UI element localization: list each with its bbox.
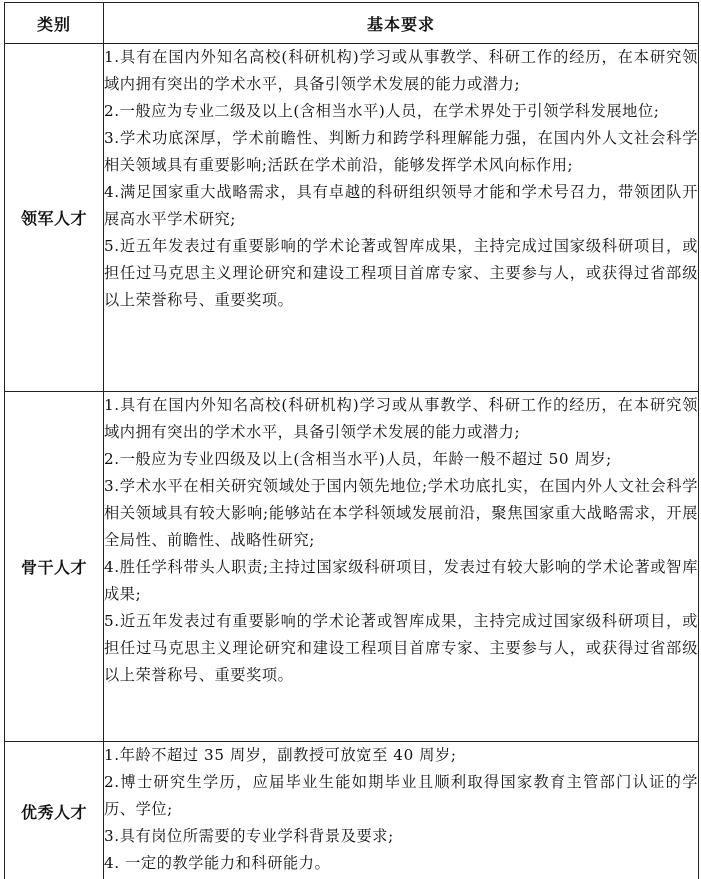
requirements-cell (104, 44, 699, 392)
list-item: 5.近五年发表过有重要影响的学术论著或智库成果，主持完成过国家级科研项目，或担任过马克思主义理论研究和建设工程项目首席专家、主要参与人，或获得过省部级以上荣誉称号、重要奖项。 (104, 612, 698, 684)
requirements-cell (104, 392, 699, 742)
requirements-table (4, 2, 699, 879)
list-item: 4. 一定的教学能力和科研能力。 (104, 854, 331, 872)
category-cell: 领军人才 (5, 44, 104, 392)
list-item: 3.具有岗位所需要的专业学科背景及要求; (104, 827, 394, 845)
list-item: 4.胜任学科带头人职责;主持过国家级科研项目，发表过有较大影响的学术论著或智库成果; (104, 558, 698, 603)
requirements-cell (104, 742, 699, 879)
list-item: 2.一般应为专业二级及以上(含相当水平)人员，在学术界处于引领学科发展地位; (104, 102, 660, 120)
list-item: 1.具有在国内外知名高校(科研机构)学习或从事教学、科研工作的经历，在本研究领域内拥有突出的学术水平，具备引领学术发展的能力或潜力; (104, 396, 698, 441)
table-row (5, 44, 699, 392)
list-item: 2.博士研究生学历，应届毕业生能如期毕业且顺利取得国家教育主管部门认证的学历、学位; (104, 773, 698, 818)
table-row (5, 742, 699, 879)
list-item: 1.年龄不超过 35 周岁，副教授可放宽至 40 周岁; (104, 746, 457, 764)
table-row (5, 392, 699, 742)
category-cell: 优秀人才 (5, 742, 104, 879)
list-item: 3.学术水平在相关研究领域处于国内领先地位;学术功底扎实，在国内外人文社会科学相关领域具有较大影响;能够站在本学科领域发展前沿，聚焦国家重大战略需求，开展全局性、前瞻性、战略性研究; (104, 477, 698, 549)
list-item: 4.满足国家重大战略需求，具有卓越的科研组织领导才能和学术号召力，带领团队开展高水平学术研究; (104, 183, 698, 228)
table-header-row (5, 3, 699, 44)
header-requirements: 基本要求 (104, 3, 699, 44)
list-item: 1.具有在国内外知名高校(科研机构)学习或从事教学、科研工作的经历，在本研究领域内拥有突出的学术水平，具备引领学术发展的能力或潜力; (104, 48, 698, 93)
requirements-list (104, 742, 698, 877)
requirements-list (104, 44, 698, 314)
list-item: 2.一般应为专业四级及以上(含相当水平)人员，年龄一般不超过 50 周岁; (104, 450, 612, 468)
list-item: 3.学术功底深厚，学术前瞻性、判断力和跨学科理解能力强，在国内外人文社会科学相关领域具有重要影响;活跃在学术前沿，能够发挥学术风向标作用; (104, 129, 698, 174)
requirements-list (104, 392, 698, 689)
category-cell: 骨干人才 (5, 392, 104, 742)
list-item: 5.近五年发表过有重要影响的学术论著或智库成果，主持完成过国家级科研项目，或担任过马克思主义理论研究和建设工程项目首席专家、主要参与人，或获得过省部级以上荣誉称号、重要奖项。 (104, 237, 698, 309)
header-category: 类别 (5, 3, 104, 44)
